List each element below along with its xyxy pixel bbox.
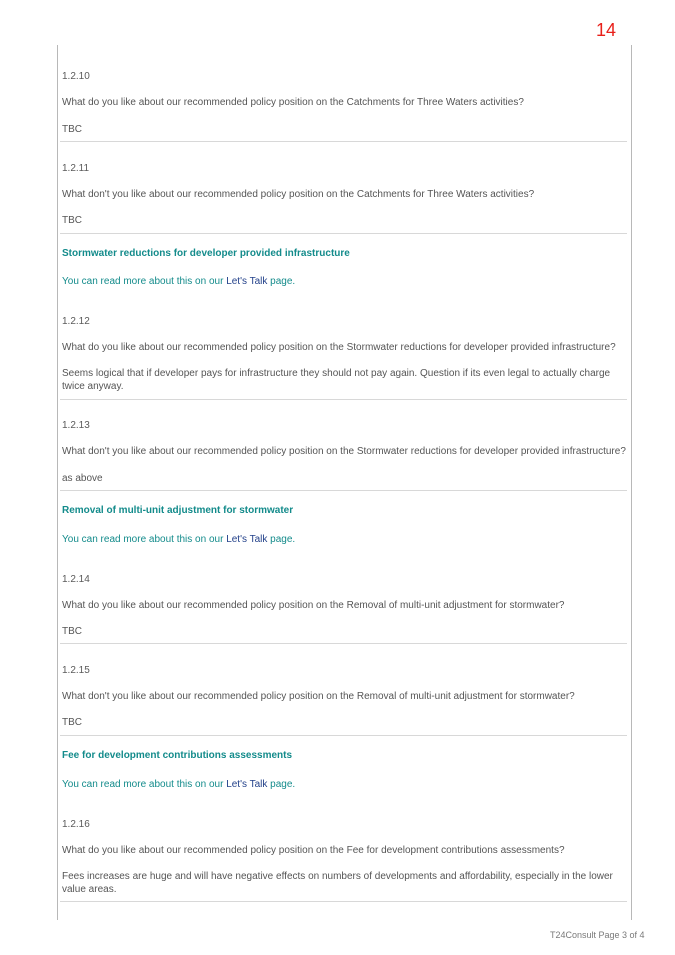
divider	[60, 399, 627, 400]
section-heading: Stormwater reductions for developer provided infrastructure	[62, 248, 350, 259]
question-number: 1.2.14	[62, 574, 90, 585]
question-number: 1.2.10	[62, 71, 90, 82]
lets-talk-link[interactable]: Let's Talk	[226, 779, 268, 790]
question-text: What do you like about our recommended policy position on the Fee for development contributions assessments?	[62, 845, 565, 856]
question-text: What do you like about our recommended policy position on the Stormwater reductions for developer provided infrastructure?	[62, 342, 616, 353]
lets-talk-link[interactable]: Let's Talk	[226, 276, 268, 287]
info-prefix: You can read more about this on our	[62, 779, 227, 790]
question-text: What do you like about our recommended policy position on the Removal of multi-unit adjustment for stormwater?	[62, 600, 565, 611]
question-number: 1.2.13	[62, 420, 90, 431]
divider	[60, 735, 627, 736]
divider	[60, 490, 627, 491]
info-suffix: page.	[267, 276, 296, 287]
page-number: 14	[596, 20, 617, 40]
divider	[60, 141, 627, 142]
info-line	[62, 533, 295, 546]
answer-text: TBC	[62, 215, 82, 226]
question-text: What don't you like about our recommended policy position on the Stormwater reductions for developer provided infrastructure?	[62, 446, 626, 457]
info-suffix: page.	[267, 534, 296, 545]
info-line	[62, 275, 295, 288]
answer-text: as above	[62, 473, 103, 484]
question-number: 1.2.12	[62, 316, 90, 327]
divider	[60, 233, 627, 234]
info-prefix: You can read more about this on our	[62, 276, 227, 287]
answer-text: Seems logical that if developer pays for infrastructure they should not pay again. Question if its even legal to actually charge twice anyway.	[62, 368, 611, 392]
answer-text: Fees increases are huge and will have negative effects on numbers of developments and affordability, especially in the lower value areas.	[62, 871, 613, 895]
question-number: 1.2.15	[62, 665, 90, 676]
page-footer: T24Consult Page 3 of 4	[550, 930, 645, 940]
section-heading: Fee for development contributions assessments	[62, 750, 293, 761]
lets-talk-link[interactable]: Let's Talk	[226, 534, 268, 545]
question-number: 1.2.11	[62, 163, 90, 174]
question-text: What do you like about our recommended policy position on the Catchments for Three Waters activities?	[62, 97, 524, 108]
answer-text: TBC	[62, 717, 82, 728]
question-text: What don't you like about our recommended policy position on the Removal of multi-unit adjustment for stormwater?	[62, 691, 575, 702]
section-heading: Removal of multi-unit adjustment for stormwater	[62, 505, 294, 516]
info-suffix: page.	[267, 779, 296, 790]
divider	[60, 643, 627, 644]
info-prefix: You can read more about this on our	[62, 534, 227, 545]
question-number: 1.2.16	[62, 819, 90, 830]
info-line	[62, 778, 295, 791]
answer-text: TBC	[62, 626, 82, 637]
divider	[60, 901, 627, 902]
question-text: What don't you like about our recommended policy position on the Catchments for Three Waters activities?	[62, 189, 535, 200]
answer-text: TBC	[62, 124, 82, 135]
